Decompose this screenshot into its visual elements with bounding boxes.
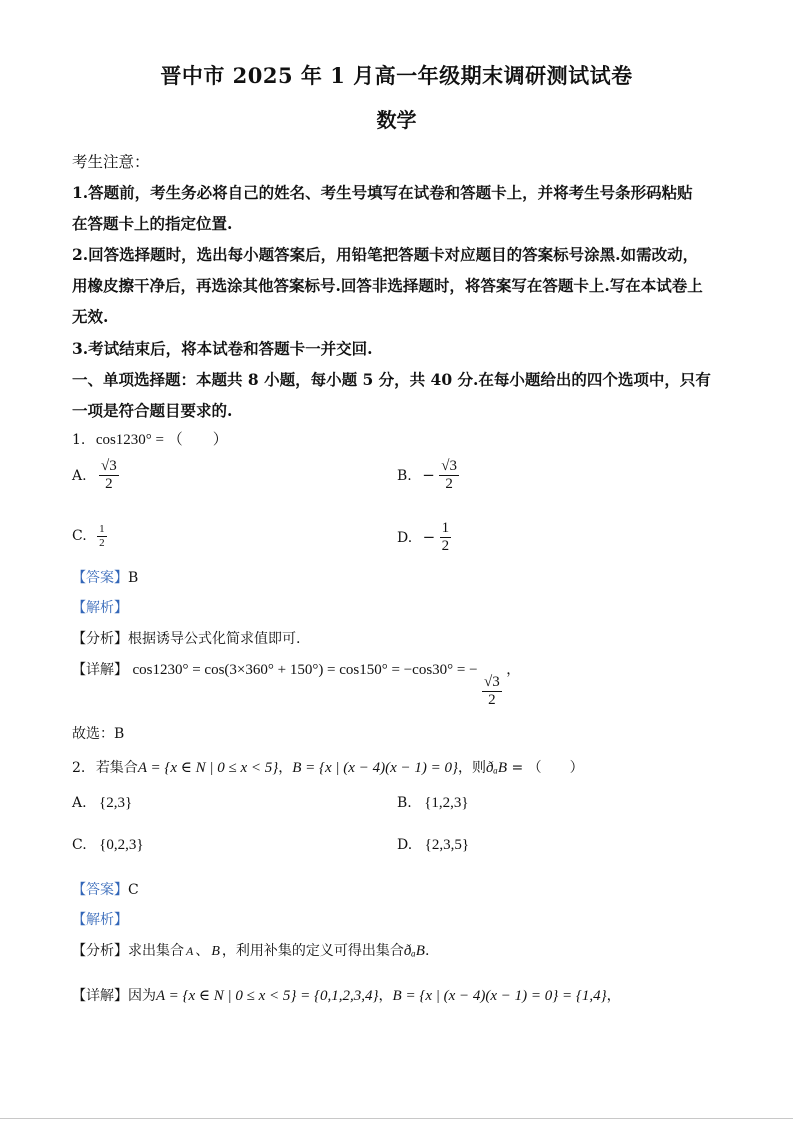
question-2-sep: ， [278,760,293,776]
detail-fraction [482,674,502,710]
question-1-answer [72,567,138,587]
question-2-prefix: 若集合 [95,760,138,776]
question-2-option-a [72,795,132,812]
section-1-heading-line-2: 一项是符合题目要求的. [72,401,233,420]
question-1-analysis-tag: 【解析】 [72,600,128,616]
question-1-stem [72,428,228,449]
fenxi-end: . [424,943,430,959]
option-c-denominator: 2 [99,536,105,549]
question-2-detail [72,985,621,1005]
option-d-denominator: 2 [441,538,450,555]
question-2-option-b [397,795,469,812]
option-d-value: {2,3,5} [424,837,470,853]
option-a-label: A. [72,795,87,811]
option-b-numerator: √3 [439,458,459,476]
notice-item-2-line-1: 2.回答选择题时，选出每小题答案后，用铅笔把答题卡对应题目的答案标号涂黑.如需改动， [72,245,699,264]
question-1-detail [72,659,520,710]
notice-item-2-line-2: 用橡皮擦干净后，再选涂其他答案标号.回答非选择题时，将答案写在答题卡上.写在本试卷上 [72,276,703,295]
question-2-complement: ðₐB [485,760,508,776]
subject-title: 数学 [376,108,417,132]
question-1-option-b [397,458,459,494]
section-1-heading-line-1: 一、单项选择题：本题共 8 小题，每小题 5 分，共 40 分.在每小题给出的四个选项中，只有 [72,370,711,389]
question-1-option-a [72,458,119,494]
option-c-numerator: 1 [99,523,105,535]
detail-tag: 【详解】 [72,988,128,1004]
page-bottom-divider [0,1118,793,1119]
option-c-fraction [97,523,107,549]
answer-value: B [128,570,139,586]
notice-item-2-line-3: 无效. [72,307,109,326]
answer-tag: 【答案】 [72,882,128,898]
detail-set-b: B = {x | (x − 4)(x − 1) = 0} = {1,4} [392,988,607,1004]
detail-denominator: 2 [488,692,496,709]
option-b-denominator: 2 [445,476,453,493]
fenxi-text: 根据诱导公式化简求值即可. [128,631,301,647]
page-title: 晋中市 2025 年 1 月高一年级期末调研测试试卷 [160,63,633,88]
question-2-number: 2. [72,760,86,776]
option-c-label: C. [72,837,87,853]
question-2-stem [72,757,584,777]
question-1-option-c [72,523,107,549]
fenxi-complement: ðₐB [403,943,425,959]
option-a-numerator: √3 [99,458,119,476]
detail-pre: 因为 [128,988,156,1004]
detail-end: ， [606,988,621,1004]
option-b-label: B. [397,795,412,811]
option-d-fraction [440,520,452,556]
option-b-value: {1,2,3} [424,795,469,811]
option-a-denominator: 2 [105,476,113,493]
option-b-label: B. [397,467,412,484]
question-1-choose: 故选：B [72,726,125,742]
option-a-value: {2,3} [99,795,133,811]
option-d-sign: − [422,527,436,546]
option-b-sign: − [422,465,435,484]
option-a-label: A. [72,467,87,484]
question-1-option-d [397,520,451,556]
detail-expression: cos1230° = cos(3×360° + 150°) = cos150° = −cos30° = − [132,662,478,678]
question-2-end: = （ ） [511,760,584,776]
question-2-analysis-tag: 【解析】 [72,912,128,928]
fenxi-set-a: A [186,944,194,958]
option-c-label: C. [72,528,87,545]
question-1-fenxi [72,628,300,648]
fenxi-tag: 【分析】 [72,631,128,647]
question-2-suffix: ，则 [457,760,486,776]
question-2-answer [72,879,139,899]
question-1-number: 1. [72,432,86,448]
answer-value: C [128,882,139,898]
fenxi-mid: 、 [195,943,210,959]
option-b-fraction [439,458,459,494]
option-d-label: D. [397,529,413,546]
question-1-expression: cos1230° = （ ） [95,432,228,448]
fenxi-post: ，利用补集的定义可得出集合 [221,943,404,959]
notice-item-3: 3.考试结束后，将本试卷和答题卡一并交回. [72,339,373,358]
option-c-value: {0,2,3} [99,837,144,853]
detail-numerator: √3 [482,674,502,692]
question-2-option-c [72,837,144,854]
option-a-fraction [99,458,119,494]
answer-tag: 【答案】 [72,570,128,586]
option-d-numerator: 1 [441,520,450,536]
fenxi-pre: 求出集合 [128,943,184,959]
question-2-option-d [397,837,469,854]
notice-item-1-line-2: 在答题卡上的指定位置. [72,214,233,233]
detail-tag: 【详解】 [72,662,128,678]
option-d-label: D. [397,837,413,853]
detail-set-a: A = {x ∈ N | 0 ≤ x < 5} = {0,1,2,3,4} [156,988,379,1004]
fenxi-tag: 【分析】 [72,943,128,959]
question-2-set-a: A = {x ∈ N | 0 ≤ x < 5} [137,760,279,776]
notice-item-1-line-1: 1.答题前，考生务必将自己的姓名、考生号填写在试卷和答题卡上，并将考生号条形码粘贴 [72,183,693,202]
question-2-set-b: B = {x | (x − 4)(x − 1) = 0} [292,760,458,776]
question-2-fenxi [72,940,429,960]
fenxi-set-b: B [211,944,220,959]
detail-sep: ， [378,988,393,1004]
detail-end: ， [506,662,521,678]
notice-heading: 考生注意： [72,153,150,171]
